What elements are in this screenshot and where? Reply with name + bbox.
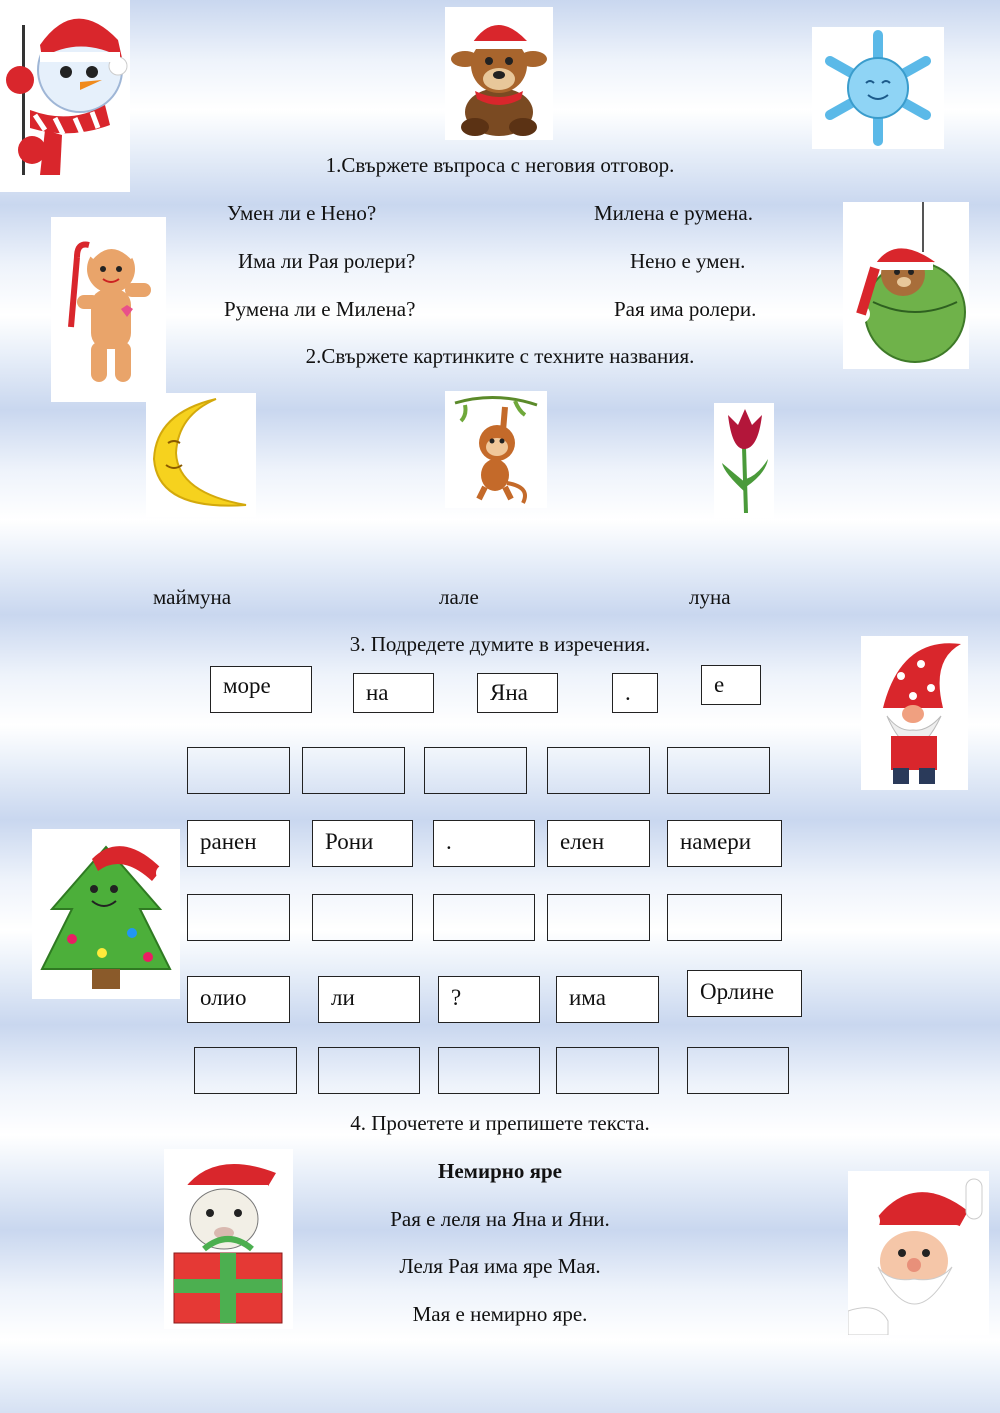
answer-box[interactable] [547,894,650,941]
answer-2: Нено е умен. [630,249,746,273]
word-tulip: лале [439,585,479,609]
word-box[interactable]: е [701,665,761,705]
answer-box[interactable] [556,1047,659,1094]
answer-box[interactable] [302,747,405,794]
answer-box[interactable] [312,894,413,941]
answer-box[interactable] [424,747,527,794]
word-moon: луна [689,585,731,609]
word-box[interactable]: има [556,976,659,1023]
monkey-image [445,391,547,508]
word-box[interactable]: на [353,673,434,713]
answer-box[interactable] [194,1047,297,1094]
christmas-tree-image [32,829,180,999]
word-box[interactable]: море [210,666,312,713]
word-box[interactable]: Орлине [687,970,802,1017]
answer-box[interactable] [687,1047,789,1094]
answer-box[interactable] [187,894,290,941]
word-box[interactable]: намери [667,820,782,867]
question-1: Умен ли е Нено? [227,201,377,225]
word-box[interactable]: Яна [477,673,558,713]
question-3: Румена ли е Милена? [224,297,416,321]
snowflake-image [812,27,944,149]
question-2: Има ли Рая ролери? [238,249,416,273]
gingerbread-image [51,217,166,402]
word-box[interactable]: ? [438,976,540,1023]
word-monkey: маймуна [153,585,232,609]
word-box[interactable]: ранен [187,820,290,867]
answer-box[interactable] [433,894,535,941]
word-box[interactable]: . [612,673,658,713]
task3-heading: 3. Подредете думите в изречения. [349,632,651,656]
answer-box[interactable] [667,894,782,941]
word-box[interactable]: . [433,820,535,867]
answer-1: Милена е румена. [594,201,753,225]
gnome-image [861,636,968,790]
task1-heading: 1.Свържете въпроса с неговия отговор. [325,153,675,177]
tulip-image [714,403,774,518]
answer-3: Рая има ролери. [614,297,757,321]
task4-heading: 4. Прочетете и препишете текста. [350,1111,650,1135]
moon-image [146,393,256,517]
word-box[interactable]: Рони [312,820,413,867]
story-line-3: Мая е немирно яре. [412,1302,588,1326]
answer-box[interactable] [438,1047,540,1094]
word-box[interactable]: олио [187,976,290,1023]
answer-box[interactable] [318,1047,420,1094]
story-line-2: Леля Рая има яре Мая. [399,1254,601,1278]
task2-heading: 2.Свържете картинките с техните названия. [305,344,695,368]
story-line-1: Рая е леля на Яна и Яни. [390,1207,610,1231]
answer-box[interactable] [187,747,290,794]
answer-box[interactable] [547,747,650,794]
answer-box[interactable] [667,747,770,794]
word-box[interactable]: елен [547,820,650,867]
story-title: Немирно яре [438,1159,562,1183]
word-box[interactable]: ли [318,976,420,1023]
reindeer-image [445,7,553,140]
